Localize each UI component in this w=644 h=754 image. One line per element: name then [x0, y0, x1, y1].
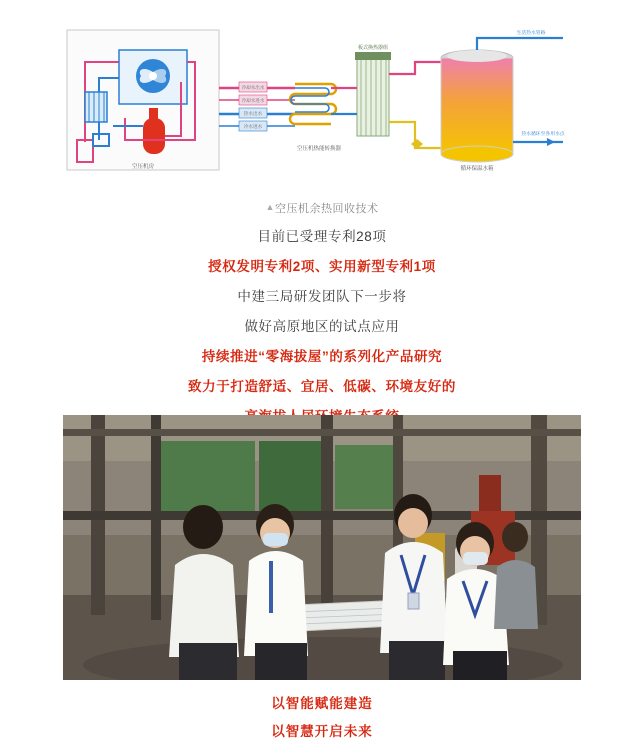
waste-heat-diagram-svg — [63, 22, 581, 177]
body-line-5: 持续推进“零海拔屋”的系列化产品研究 — [201, 349, 443, 364]
svg-text:冷却水进水: 冷却水进水 — [241, 98, 265, 103]
body-line-6: 致力于打造舒适、宜居、低碳、环境友好的 — [188, 379, 456, 394]
body-text — [0, 222, 644, 432]
svg-text:热水出水: 热水出水 — [243, 111, 263, 116]
body-line-1: 目前已受理专利28项 — [257, 229, 387, 244]
svg-text:板式换热器组: 板式换热器组 — [357, 45, 389, 51]
svg-text:空压机房: 空压机房 — [131, 164, 155, 170]
figure-caption — [0, 200, 644, 216]
body-line-4: 做好高原地区的试点应用 — [244, 319, 400, 334]
svg-text:冷却水出水: 冷却水出水 — [241, 85, 265, 90]
body-line-3: 中建三局研发团队下一步将 — [237, 289, 407, 304]
svg-text:空压机热能转换器: 空压机热能转换器 — [296, 146, 342, 152]
site-photo-svg — [63, 415, 581, 680]
footer-slogans — [0, 690, 644, 746]
caption-marker: ▲ — [265, 202, 275, 212]
body-line-2: 授权发明专利2项、实用新型专利1项 — [208, 259, 436, 274]
svg-text:生活热水管路: 生活热水管路 — [516, 31, 546, 36]
svg-text:冷水进水: 冷水进水 — [243, 124, 263, 129]
site-photo — [63, 415, 581, 680]
caption-text: 空压机余热回收技术 — [274, 203, 379, 215]
svg-text:热水循环至各用水点: 热水循环至各用水点 — [521, 132, 565, 137]
footer-line-1: 以智能赋能建造 — [271, 696, 373, 711]
footer-line-2: 以智慧开启未来 — [271, 724, 373, 739]
svg-text:循环保温水箱: 循环保温水箱 — [460, 166, 494, 172]
diagram-figure — [63, 22, 581, 177]
